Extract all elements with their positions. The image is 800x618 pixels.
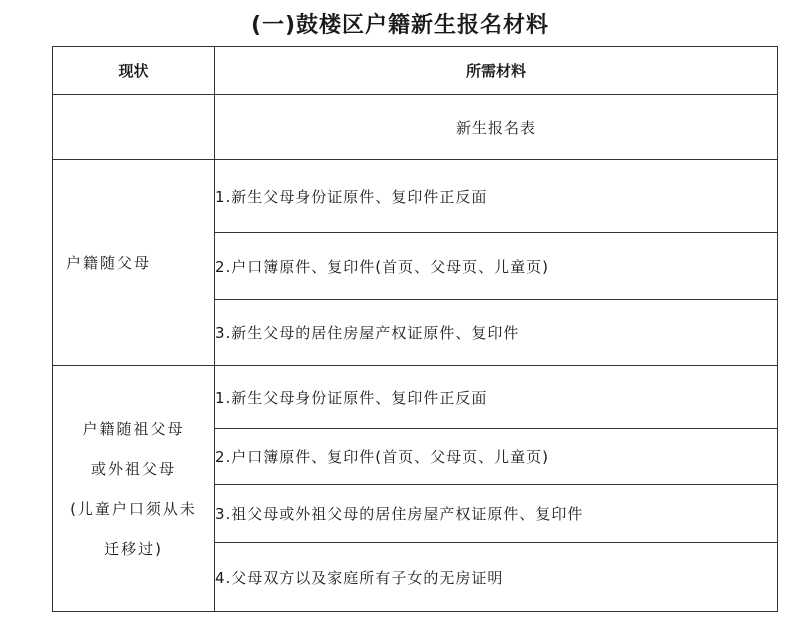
material-cell: 3.新生父母的居住房屋产权证原件、复印件 [215,300,778,366]
status-line: 户籍随祖父母 [82,419,185,438]
page-title: (一)鼓楼区户籍新生报名材料 [250,13,550,38]
status-line: (儿童户口须从未 [70,499,197,518]
material-cell: 1.新生父母身份证原件、复印件正反面 [215,160,778,233]
header-materials: 所需材料 [215,47,778,95]
status-cell-empty [53,95,215,160]
table-row [53,95,778,160]
status-cell-parents: 户籍随父母 [53,160,215,366]
material-cell: 新生报名表 [215,95,778,160]
status-line: 迁移过) [104,539,163,558]
material-cell: 2.户口簿原件、复印件(首页、父母页、儿童页) [215,429,778,485]
materials-table [52,46,778,612]
header-status: 现状 [53,47,215,95]
table-row [53,366,778,429]
status-line: 或外祖父母 [90,459,176,478]
material-cell: 1.新生父母身份证原件、复印件正反面 [215,366,778,429]
material-cell: 2.户口簿原件、复印件(首页、父母页、儿童页) [215,233,778,300]
table-header-row [53,47,778,95]
material-cell: 3.祖父母或外祖父母的居住房屋产权证原件、复印件 [215,485,778,543]
table-row [53,160,778,233]
material-cell: 4.父母双方以及家庭所有子女的无房证明 [215,543,778,612]
status-cell-grandparents [53,366,215,612]
